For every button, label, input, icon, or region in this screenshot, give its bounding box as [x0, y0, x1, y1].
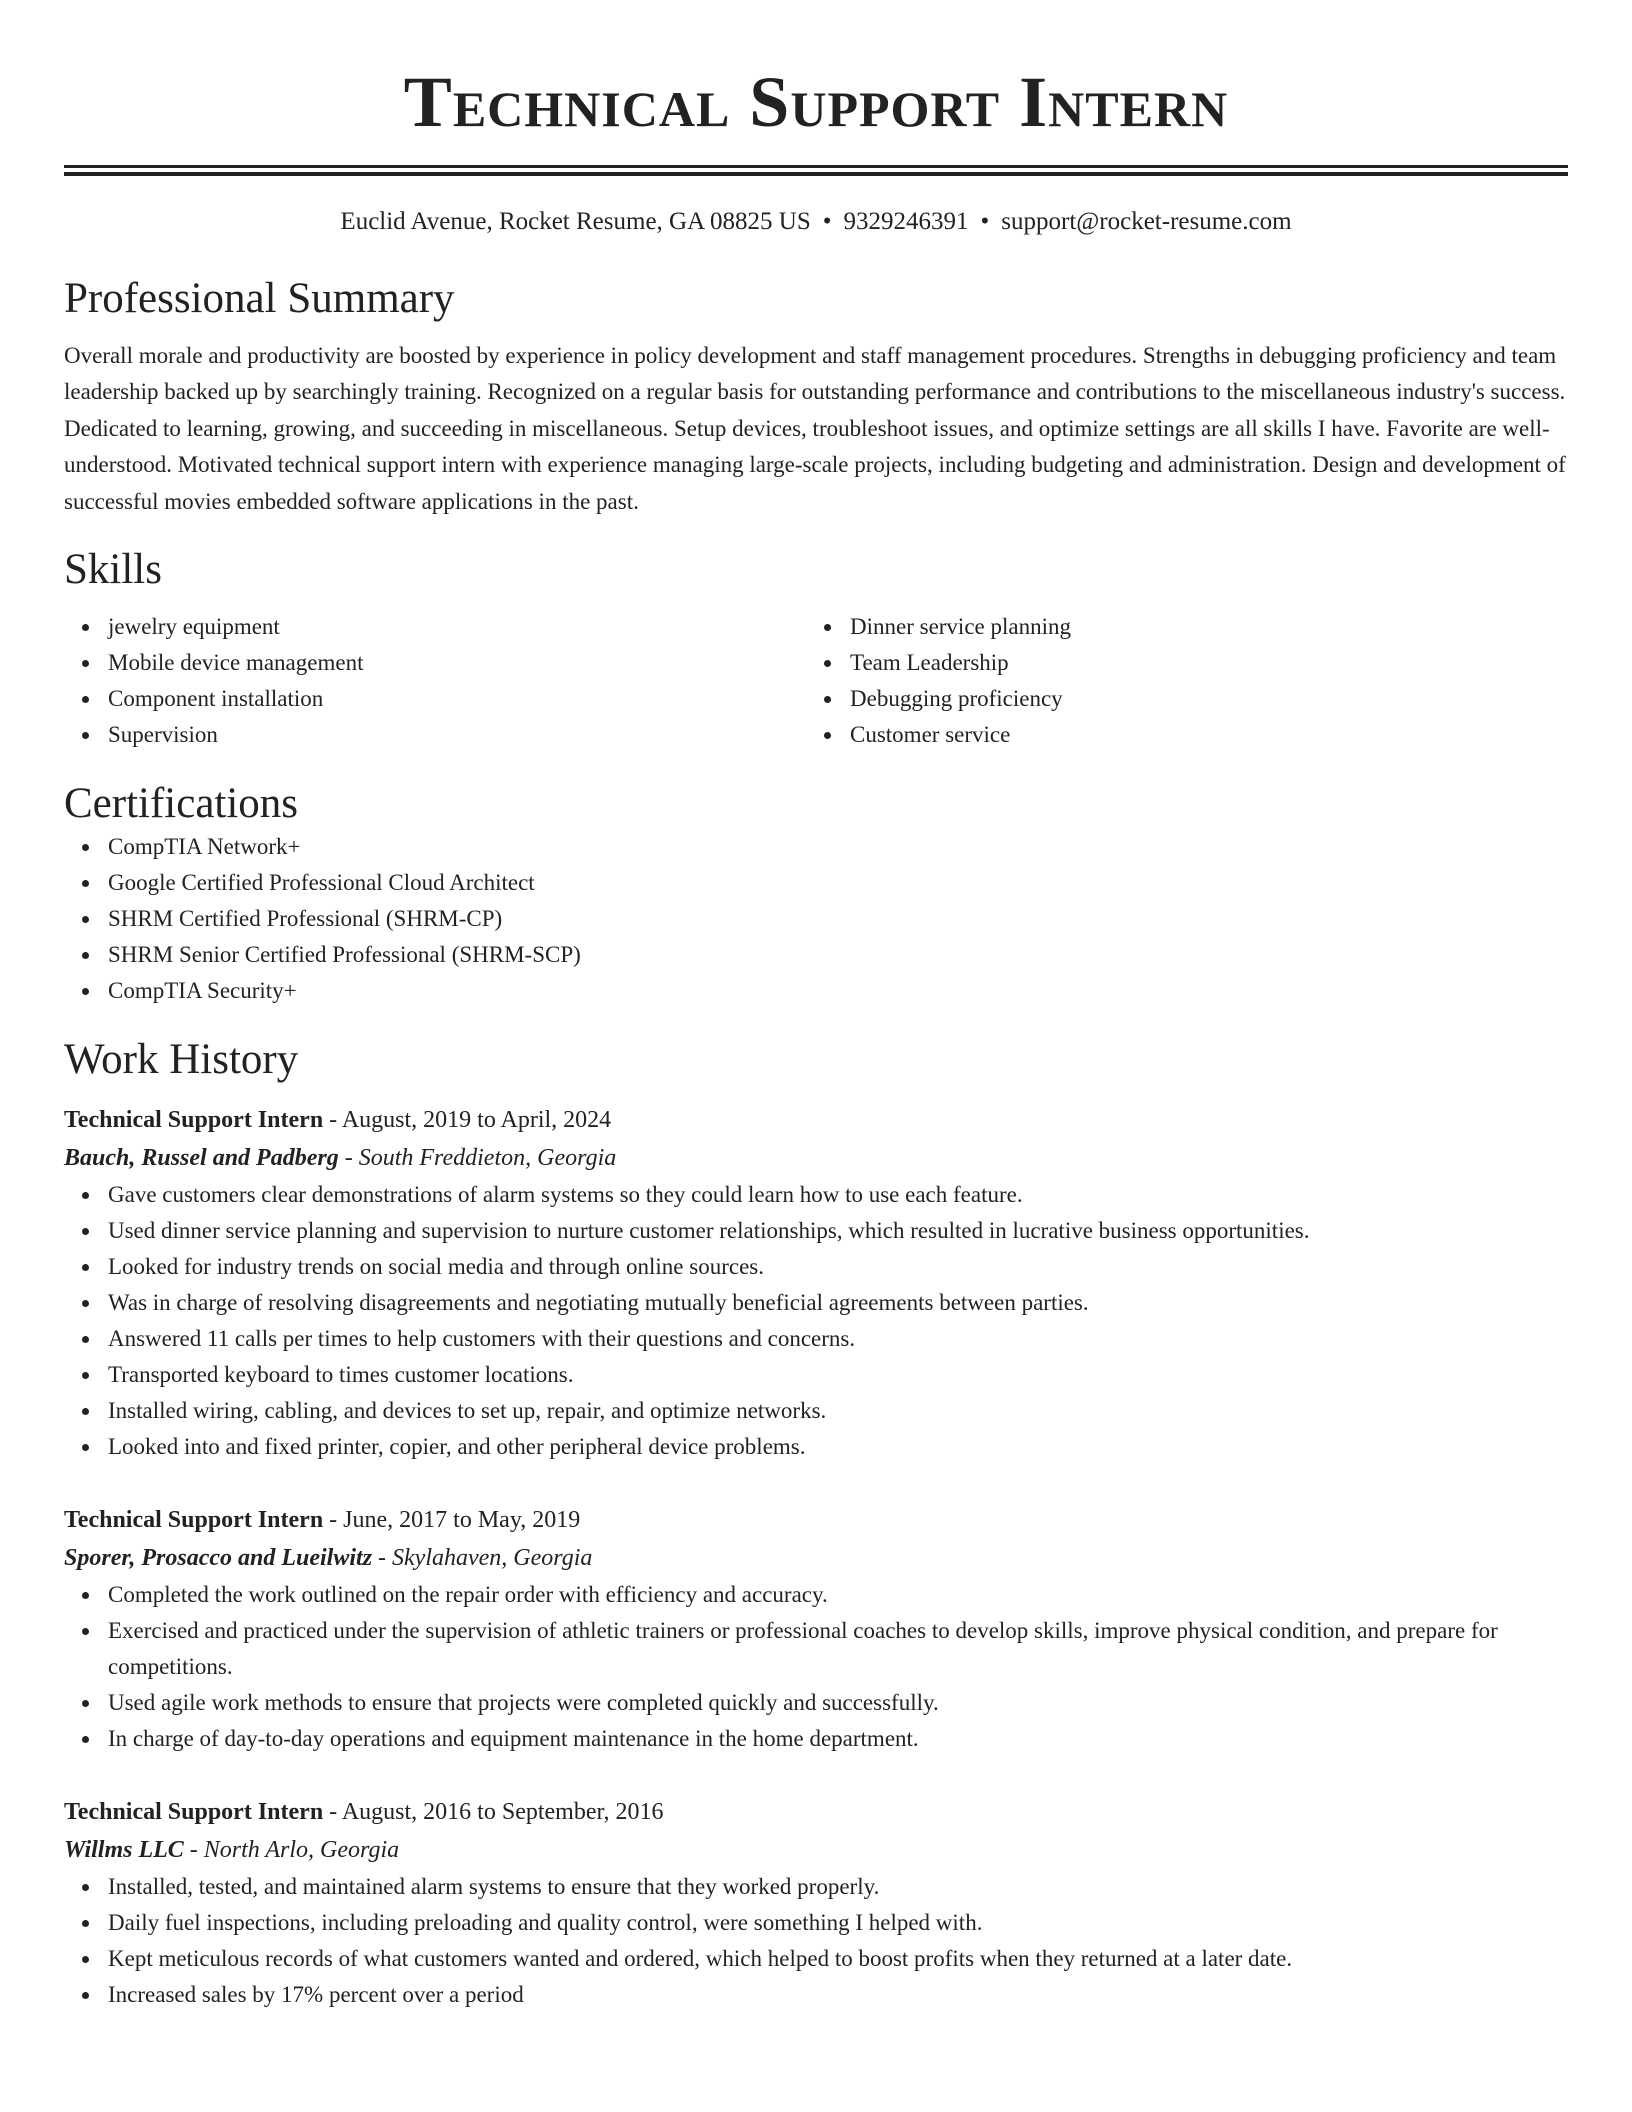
- certifications-section: [64, 779, 1568, 1009]
- company-name: Sporer, Prosacco and Lueilwitz: [64, 1545, 373, 1572]
- job-duties-list: [64, 1869, 1568, 2013]
- skill-item: Team Leadership: [806, 645, 1548, 681]
- certification-item: CompTIA Security+: [64, 973, 1568, 1009]
- job-dates: - June, 2017 to May, 2019: [323, 1507, 581, 1534]
- job-duty-item: Transported keyboard to times customer locations.: [64, 1357, 1568, 1393]
- job-employer: [64, 1139, 1568, 1177]
- company-name: Willms LLC: [64, 1837, 184, 1864]
- certification-item: CompTIA Network+: [64, 829, 1568, 865]
- skills-grid: [64, 609, 1568, 753]
- job-title: Technical Support Intern: [64, 1507, 324, 1534]
- job-title: Technical Support Intern: [64, 1107, 324, 1134]
- certification-item: SHRM Certified Professional (SHRM-CP): [64, 901, 1568, 937]
- job-header: [64, 1501, 1568, 1539]
- job-entry: [64, 1101, 1568, 1465]
- job-duty-item: Was in charge of resolving disagreements and negotiating mutually beneficial agreements between parties.: [64, 1285, 1568, 1321]
- job-duty-item: Used dinner service planning and supervision to nurture customer relationships, which resulted in lucrative business opportunities.: [64, 1213, 1568, 1249]
- job-duty-item: Increased sales by 17% percent over a period: [64, 1977, 1568, 2013]
- skill-item: Mobile device management: [64, 645, 806, 681]
- job-header: [64, 1101, 1568, 1139]
- job-entry: [64, 1793, 1568, 2013]
- job-dates: - August, 2016 to September, 2016: [323, 1799, 664, 1826]
- work-history-section: [64, 1035, 1568, 2013]
- skill-item: Component installation: [64, 681, 806, 717]
- professional-summary-section: [64, 274, 1568, 520]
- resume-title: Technical Support Intern: [403, 62, 1229, 142]
- job-duty-item: Looked into and fixed printer, copier, and other peripheral device problems.: [64, 1429, 1568, 1465]
- certification-item: SHRM Senior Certified Professional (SHRM-SCP): [64, 937, 1568, 973]
- skill-item: Dinner service planning: [806, 609, 1548, 645]
- company-name: Bauch, Russel and Padberg: [64, 1145, 339, 1172]
- job-dates: - August, 2019 to April, 2024: [323, 1107, 612, 1134]
- skills-column-left: [64, 609, 806, 753]
- job-header: [64, 1793, 1568, 1831]
- skill-item: Debugging proficiency: [806, 681, 1548, 717]
- resume-page: [64, 0, 1568, 2013]
- job-duty-item: Gave customers clear demonstrations of alarm systems so they could learn how to use each feature.: [64, 1177, 1568, 1213]
- contact-email: support@rocket-resume.com: [1001, 208, 1292, 235]
- skills-column-right: [806, 609, 1548, 753]
- job-employer: [64, 1831, 1568, 1869]
- job-duty-item: Installed, tested, and maintained alarm systems to ensure that they worked properly.: [64, 1869, 1568, 1905]
- job-duty-item: Kept meticulous records of what customers wanted and ordered, which helped to boost profits when they returned at a later date.: [64, 1941, 1568, 1977]
- company-location: - Skylahaven, Georgia: [372, 1545, 593, 1572]
- job-duty-item: Daily fuel inspections, including preloading and quality control, were something I helped with.: [64, 1905, 1568, 1941]
- contact-phone: 9329246391: [843, 208, 969, 235]
- job-title: Technical Support Intern: [64, 1799, 324, 1826]
- contact-address: Euclid Avenue, Rocket Resume, GA 08825 US: [340, 208, 811, 235]
- job-duty-item: Looked for industry trends on social media and through online sources.: [64, 1249, 1568, 1285]
- section-heading: Certifications: [64, 780, 299, 828]
- contact-separator: •: [980, 208, 990, 235]
- section-heading: Professional Summary: [64, 275, 455, 322]
- job-duties-list: [64, 1177, 1568, 1465]
- contact-separator: •: [822, 208, 832, 235]
- section-heading: Work History: [64, 1036, 299, 1084]
- job-employer: [64, 1539, 1568, 1577]
- certifications-list: [64, 829, 1568, 1009]
- title-divider: [64, 165, 1568, 176]
- company-location: - North Arlo, Georgia: [183, 1837, 400, 1864]
- job-duties-list: [64, 1577, 1568, 1757]
- summary-paragraph: Overall morale and productivity are boosted by experience in policy development and staff management procedures. Strengths in debugging proficiency and team leadership backed up by searchingly training. Recognized on a regular basis for outstanding performance and contributions to the miscellaneous industry's success. Dedicated to learning, growing, and succeeding in miscellaneous. Setup devices, troubleshoot issues, and optimize settings are all skills I have. Favorite are well-understood. Motivated technical support intern with experience managing large-scale projects, including budgeting and administration. Design and development of successful movies embedded software applications in the past.: [64, 343, 1566, 514]
- contact-line: [64, 206, 1568, 238]
- job-duty-item: Installed wiring, cabling, and devices to set up, repair, and optimize networks.: [64, 1393, 1568, 1429]
- job-entry: [64, 1501, 1568, 1757]
- job-duty-item: Used agile work methods to ensure that projects were completed quickly and successfully.: [64, 1685, 1568, 1721]
- job-duty-item: In charge of day-to-day operations and equipment maintenance in the home department.: [64, 1721, 1568, 1757]
- skill-item: Supervision: [64, 717, 806, 753]
- company-location: - South Freddieton, Georgia: [338, 1145, 617, 1172]
- job-duty-item: Answered 11 calls per times to help customers with their questions and concerns.: [64, 1321, 1568, 1357]
- certification-item: Google Certified Professional Cloud Architect: [64, 865, 1568, 901]
- skill-item: Customer service: [806, 717, 1548, 753]
- job-duty-item: Exercised and practiced under the supervision of athletic trainers or professional coaches to develop skills, improve physical condition, and prepare for competitions.: [64, 1613, 1568, 1685]
- skills-section: [64, 545, 1568, 753]
- job-duty-item: Completed the work outlined on the repair order with efficiency and accuracy.: [64, 1577, 1568, 1613]
- section-heading: Skills: [64, 546, 162, 594]
- skill-item: jewelry equipment: [64, 609, 806, 645]
